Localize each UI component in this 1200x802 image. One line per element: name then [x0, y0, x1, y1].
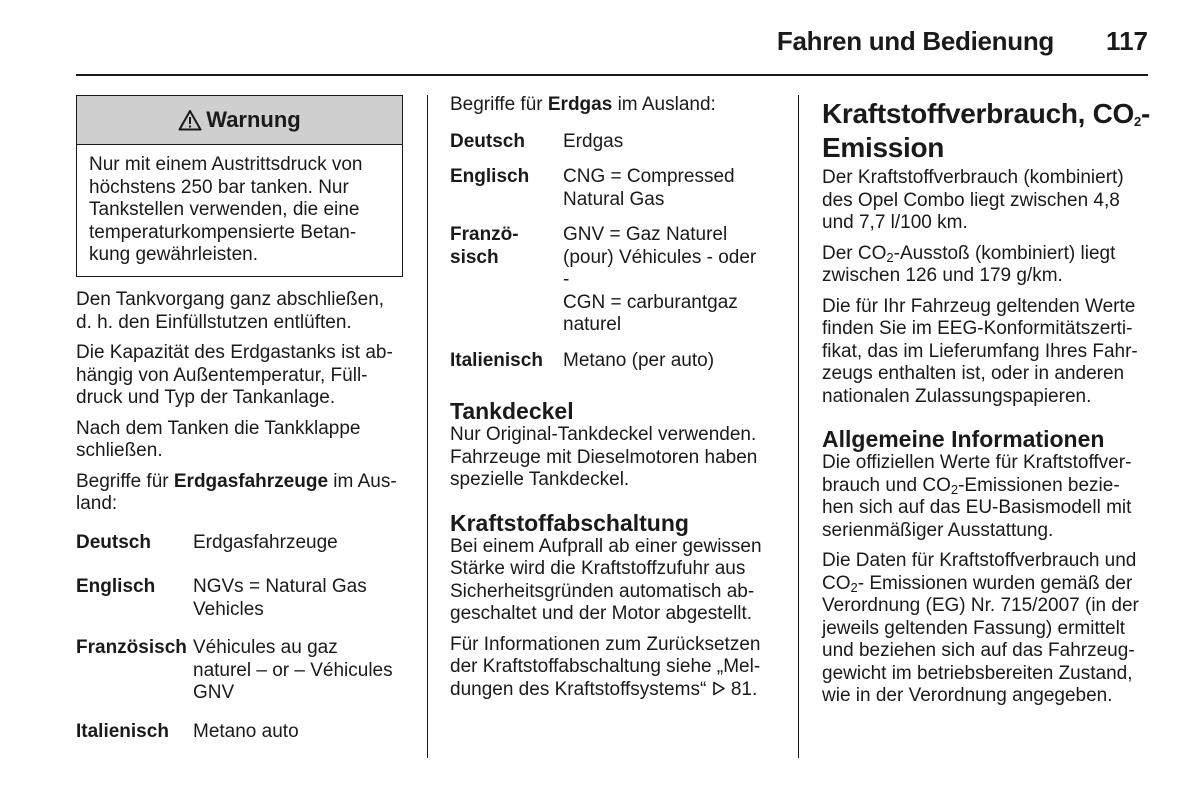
text-line: (pour) Véhicules - oder [563, 246, 757, 268]
term-value [193, 721, 411, 744]
text-line: hängig von Außentemperatur, Füll- [76, 364, 368, 386]
text-line: Erdgas [563, 130, 624, 152]
text-line: finden Sie im EEG-Konformitätszerti- [822, 318, 1133, 339]
text-line: wie in der Verordnung angegeben. [822, 685, 1113, 706]
term-key [450, 131, 563, 154]
text-line: geschaltet und der Motor abgestellt. [450, 603, 753, 624]
page-number: 117 [1106, 26, 1148, 56]
text-line: GNV [193, 682, 235, 703]
text-line: Emission [822, 132, 945, 163]
warning-box [76, 95, 403, 277]
bold-term: Erdgasfahrzeuge [173, 470, 329, 492]
warning-title: Warnung [206, 107, 301, 132]
warning-header [77, 96, 402, 145]
paragraph-begriffe-erdgas [450, 94, 785, 117]
term-key: Englisch [76, 576, 156, 597]
text-line: Sicherheitsgründen automatisch ab- [450, 580, 755, 602]
text-line: zwischen 126 und 179 g/km. [822, 265, 1063, 286]
warning-triangle-icon [178, 109, 202, 131]
header-rule [76, 74, 1148, 76]
term-value [563, 131, 785, 154]
text-span: CO [822, 572, 851, 594]
text-line: Die Daten für Kraftstoffverbrauch und [822, 550, 1137, 571]
paragraph-allgemein-2 [822, 550, 1157, 708]
paragraph-werte [822, 296, 1157, 409]
text-span: Kraftstoffverbrauch, CO [822, 98, 1135, 129]
paragraph-allgemein-1 [822, 452, 1157, 542]
text-line: Englisch [450, 166, 530, 187]
text-line: und beziehen sich auf das Fahrzeug- [822, 640, 1135, 661]
text-line: Metano auto [193, 720, 299, 742]
paragraph-kapazitaet [76, 342, 411, 410]
text-line: Nur Original-Tankdeckel verwenden. [450, 424, 757, 445]
term-value [563, 224, 785, 337]
subscript: 2 [1134, 114, 1141, 129]
text-span: - [1140, 98, 1151, 129]
terms-list-fahrzeuge [76, 532, 411, 744]
text-line: GNV = Gaz Naturel [563, 224, 728, 245]
text-line: nationalen Zulassungspapieren. [822, 385, 1092, 407]
heading-kraftstoffabschaltung: Kraftstoffabschaltung [450, 509, 689, 536]
paragraph-co2-ausstoss [822, 243, 1157, 288]
text-line: gewicht im betriebsbereiten Zustand, [822, 662, 1133, 684]
text-line: und 7,7 l/100 km. [822, 212, 968, 233]
text-line: jeweils geltenden Fassung) ermittelt [822, 617, 1126, 639]
text-line: Nach dem Tanken die Tankklappe [76, 417, 361, 439]
heading-allgemeine-informationen: Allgemeine Informationen [822, 426, 1105, 452]
text-line: zeugs enthalten ist, oder in anderen [822, 363, 1125, 384]
warning-line: Tankstellen verwenden, die eine [89, 199, 360, 220]
text-line: - [563, 269, 570, 290]
paragraph-abschaltung-2 [450, 634, 785, 703]
text-line: Metano (per auto) [563, 349, 715, 371]
text-span: im Aus- [328, 470, 397, 492]
paragraph-begriffe-fahrzeuge [76, 471, 411, 516]
text-line: CGN = carburantgaz [563, 291, 738, 313]
bold-term: Erdgas [547, 94, 613, 115]
subscript: 2 [886, 249, 894, 265]
text-line: naturel – or – Véhicules [193, 659, 393, 681]
term-key: Italienisch [76, 720, 169, 742]
term-key [450, 224, 563, 337]
text-line: Fahrzeuge mit Dieselmotoren haben [450, 446, 758, 468]
paragraph-tankvorgang [76, 289, 411, 334]
subscript: 2 [850, 579, 858, 595]
text-span: -Ausstoß (kombiniert) liegt [893, 242, 1116, 264]
text-line: Deutsch [450, 130, 525, 152]
text-line: schließen. [76, 440, 163, 461]
page-reference-link[interactable]: 81. [730, 678, 758, 700]
text-line: land: [76, 493, 118, 514]
text-line: d. h. den Einfüllstutzen entlüften. [76, 311, 352, 333]
paragraph-tankklappe [76, 418, 411, 463]
text-line: Bei einem Aufprall ab einer gewissen [450, 535, 762, 557]
term-key [450, 350, 563, 373]
column-3 [822, 97, 1157, 716]
text-line: naturel [563, 314, 622, 335]
text-span: - Emissionen wurden gemäß der [857, 572, 1133, 594]
warning-line: höchstens 250 bar tanken. Nur [89, 176, 349, 198]
warning-line: kung gewährleisten. [89, 244, 258, 265]
text-line: der Kraftstoffabschaltung siehe „Mel- [450, 656, 761, 677]
text-span: brauch und CO [822, 474, 951, 496]
term-key: Französisch [76, 637, 187, 658]
paragraph-verbrauch [822, 167, 1157, 235]
text-line: NGVs = Natural Gas [193, 576, 367, 597]
column-1 [76, 289, 411, 743]
heading-tankdeckel: Tankdeckel [450, 398, 574, 424]
term-value [563, 350, 785, 373]
paragraph-abschaltung-1 [450, 536, 785, 626]
text-line: serienmäßiger Ausstattung. [822, 519, 1054, 541]
warning-line: temperaturkompensierte Betan- [89, 221, 357, 243]
terms-list-erdgas [450, 131, 785, 373]
term-value [193, 576, 411, 621]
term-key [450, 166, 563, 211]
warning-line: Nur mit einem Austrittsdruck von [89, 154, 363, 175]
text-line: sisch [450, 246, 499, 268]
text-span: im Ausland: [612, 94, 716, 115]
text-line: Erdgasfahrzeuge [193, 531, 338, 553]
term-value [193, 637, 411, 705]
text-span: Begriffe für [76, 470, 174, 492]
text-line: Die offiziellen Werte für Kraftstoffver- [822, 452, 1132, 473]
text-line: Vehicles [193, 598, 264, 620]
text-span: dungen des Kraftstoffsystems“ [450, 678, 707, 700]
text-line: hen sich auf das EU-Basismodell mit [822, 497, 1132, 518]
text-line: Der Kraftstoffverbrauch (kombiniert) [822, 167, 1124, 188]
text-line: Italienisch [450, 349, 543, 371]
term-value [193, 532, 411, 555]
column-divider-1 [427, 95, 428, 758]
warning-text [77, 145, 402, 267]
text-span: -Emissionen bezie- [958, 474, 1120, 496]
text-line: Die Kapazität des Erdgastanks ist ab- [76, 342, 393, 363]
text-line: druck und Typ der Tankanlage. [76, 387, 336, 408]
text-span: Begriffe für [450, 94, 548, 115]
text-line: Natural Gas [563, 188, 665, 210]
text-line: Die für Ihr Fahrzeug geltenden Werte [822, 295, 1136, 317]
text-line: fikat, das im Lieferumfang Ihres Fahr- [822, 340, 1138, 362]
term-value [563, 166, 785, 211]
column-divider-2 [798, 95, 799, 758]
text-line: Franzö- [450, 224, 519, 245]
text-span: Der CO [822, 242, 887, 264]
text-line: Véhicules au gaz [193, 637, 338, 658]
text-line: Stärke wird die Kraftstoffzufuhr aus [450, 558, 746, 579]
paragraph-tankdeckel [450, 424, 785, 492]
text-line: Für Informationen zum Zurücksetzen [450, 633, 761, 655]
text-line: CNG = Compressed [563, 166, 735, 187]
heading-kraftstoffverbrauch [822, 97, 1157, 165]
text-line: Den Tankvorgang ganz abschließen, [76, 289, 385, 310]
section-title: Fahren und Bedienung [776, 26, 1054, 56]
text-line: Verordnung (EG) Nr. 715/2007 (in der [822, 595, 1139, 616]
text-line: des Opel Combo liegt zwischen 4,8 [822, 189, 1120, 211]
page-reference-arrow-icon [712, 680, 726, 703]
text-line: spezielle Tankdeckel. [450, 469, 630, 490]
column-2 [450, 94, 785, 710]
term-key: Deutsch [76, 531, 151, 553]
subscript: 2 [950, 481, 959, 497]
